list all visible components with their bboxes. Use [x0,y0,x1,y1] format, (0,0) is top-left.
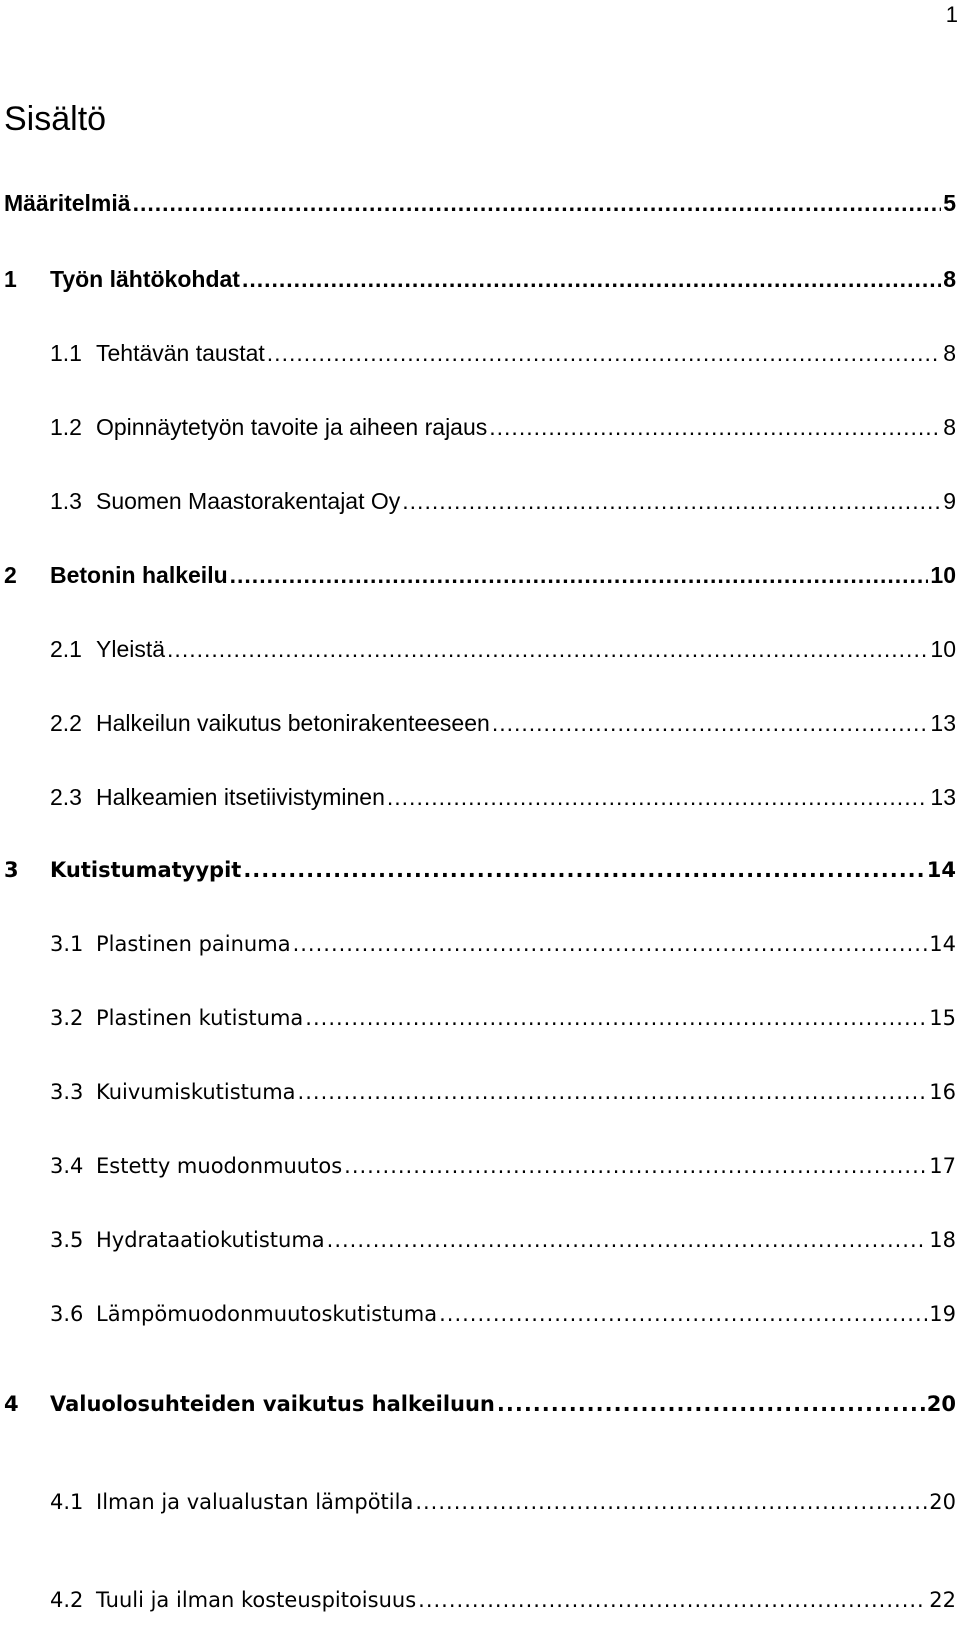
toc-entry-page: 10 [930,636,956,662]
toc-leader [230,562,929,589]
toc-entry-number: 3.4 [50,1154,84,1178]
toc-entry-3-2[interactable] [4,1006,956,1040]
toc-entry-3-1[interactable] [4,932,956,966]
toc-entry-number: 4 [4,1392,19,1416]
toc-leader [327,1228,928,1252]
toc-leader [402,488,941,515]
toc-entry-label: Työn lähtökohdat [50,266,240,292]
toc-entry-page: 16 [929,1080,956,1104]
toc-entry-number: 4.1 [50,1490,84,1514]
toc-entry-page: 15 [929,1006,956,1030]
toc-entry-label: Betonin halkeilu [50,562,228,588]
toc-entry-label: Opinnäytetyön tavoite ja aiheen rajaus [96,414,488,440]
toc-entry-3-6[interactable] [4,1302,956,1336]
toc-entry-1-3[interactable] [4,488,956,522]
toc-entry-2-3[interactable] [4,784,956,818]
toc-entry-page: 20 [926,1392,956,1416]
toc-entry-label: Tuuli ja ilman kosteuspitoisuus [96,1588,417,1612]
toc-leader [298,1080,928,1104]
toc-entry-number: 3.2 [50,1006,84,1030]
toc-entry-number: 2 [4,562,17,588]
toc-entry-label: Estetty muodonmuutos [96,1154,343,1178]
toc-leader [492,710,929,737]
toc-entry-3-5[interactable] [4,1228,956,1262]
toc-entry-number: 3.5 [50,1228,84,1252]
toc-leader [418,1588,927,1612]
toc-entry-number: 1 [4,266,17,292]
toc-entry-page: 10 [930,562,956,588]
toc-entry-page: 17 [929,1154,956,1178]
toc-leader [242,266,941,293]
toc-entry-page: 8 [943,266,956,292]
toc-entry-1-1[interactable] [4,340,956,374]
toc-leader [415,1490,927,1514]
toc-entry-page: 18 [929,1228,956,1252]
toc-title: Sisältö [4,100,107,138]
toc-leader [293,932,928,956]
toc-entry-page: 14 [929,932,956,956]
toc-entry-4[interactable] [4,1392,956,1426]
toc-entry-3[interactable] [4,858,956,892]
toc-entry-3-3[interactable] [4,1080,956,1114]
toc-entry-label: Valuolosuhteiden vaikutus halkeiluun [50,1392,495,1416]
toc-entry-page: 19 [929,1302,956,1326]
toc-entry-page: 8 [943,340,956,366]
toc-leader [133,190,942,217]
toc-leader [267,340,941,367]
toc-entry-1-2[interactable] [4,414,956,448]
toc-entry-page: 20 [929,1490,956,1514]
toc-entry-number: 2.1 [50,636,82,662]
toc-entry-label: Ilman ja valualustan lämpötila [96,1490,414,1514]
toc-entry-2-1[interactable] [4,636,956,670]
toc-entry-label: Suomen Maastorakentajat Oy [96,488,401,514]
toc-entry-label: Plastinen kutistuma [96,1006,304,1030]
toc-leader [305,1006,927,1030]
toc-entry-2-2[interactable] [4,710,956,744]
toc-entry-label: Lämpömuodonmuutoskutistuma [96,1302,438,1326]
toc-entry-3-4[interactable] [4,1154,956,1188]
toc-entry-page: 8 [943,414,956,440]
toc-entry-number: 3.6 [50,1302,84,1326]
toc-entry-label: Kuivumiskutistuma [96,1080,296,1104]
toc-entry-4-2[interactable] [4,1588,956,1622]
toc-entry-number: 1.1 [50,340,82,366]
toc-entry-number: 4.2 [50,1588,84,1612]
toc-entry-number: 1.3 [50,488,82,514]
toc-entry-label: Yleistä [96,636,166,662]
toc-entry-number: 2.2 [50,710,82,736]
page-number: 1 [945,2,958,27]
toc-entry-2[interactable] [4,562,956,596]
toc-entry-4-1[interactable] [4,1490,956,1524]
toc-leader [167,636,928,663]
toc-leader [439,1302,927,1326]
toc-entry-label: Halkeamien itsetiivistyminen [96,784,385,810]
toc-entry-number: 3.3 [50,1080,84,1104]
toc-leader [387,784,929,811]
toc-leader [489,414,941,441]
toc-entry-label: Määritelmiä [4,190,131,216]
toc-entry-page: 9 [943,488,956,514]
toc-entry-label: Kutistumatyypit [50,858,242,882]
toc-entry-page: 14 [926,858,956,882]
toc-entry-label: Halkeilun vaikutus betonirakenteeseen [96,710,490,736]
toc-entry-page: 13 [930,710,956,736]
toc-leader [344,1154,927,1178]
toc-leader [497,1392,925,1416]
toc-entry-label: Hydrataatiokutistuma [96,1228,325,1252]
toc-entry-number: 1.2 [50,414,82,440]
toc-entry-maaritelmia[interactable] [4,190,956,224]
toc-leader [243,858,924,882]
toc-entry-number: 3.1 [50,932,84,956]
toc-entry-page: 5 [943,190,956,216]
toc-entry-page: 13 [930,784,956,810]
toc-entry-page: 22 [929,1588,956,1612]
toc-entry-number: 2.3 [50,784,82,810]
toc-entry-label: Plastinen painuma [96,932,291,956]
toc-entry-label: Tehtävän taustat [96,340,265,366]
toc-entry-number: 3 [4,858,19,882]
toc-entry-1[interactable] [4,266,956,300]
